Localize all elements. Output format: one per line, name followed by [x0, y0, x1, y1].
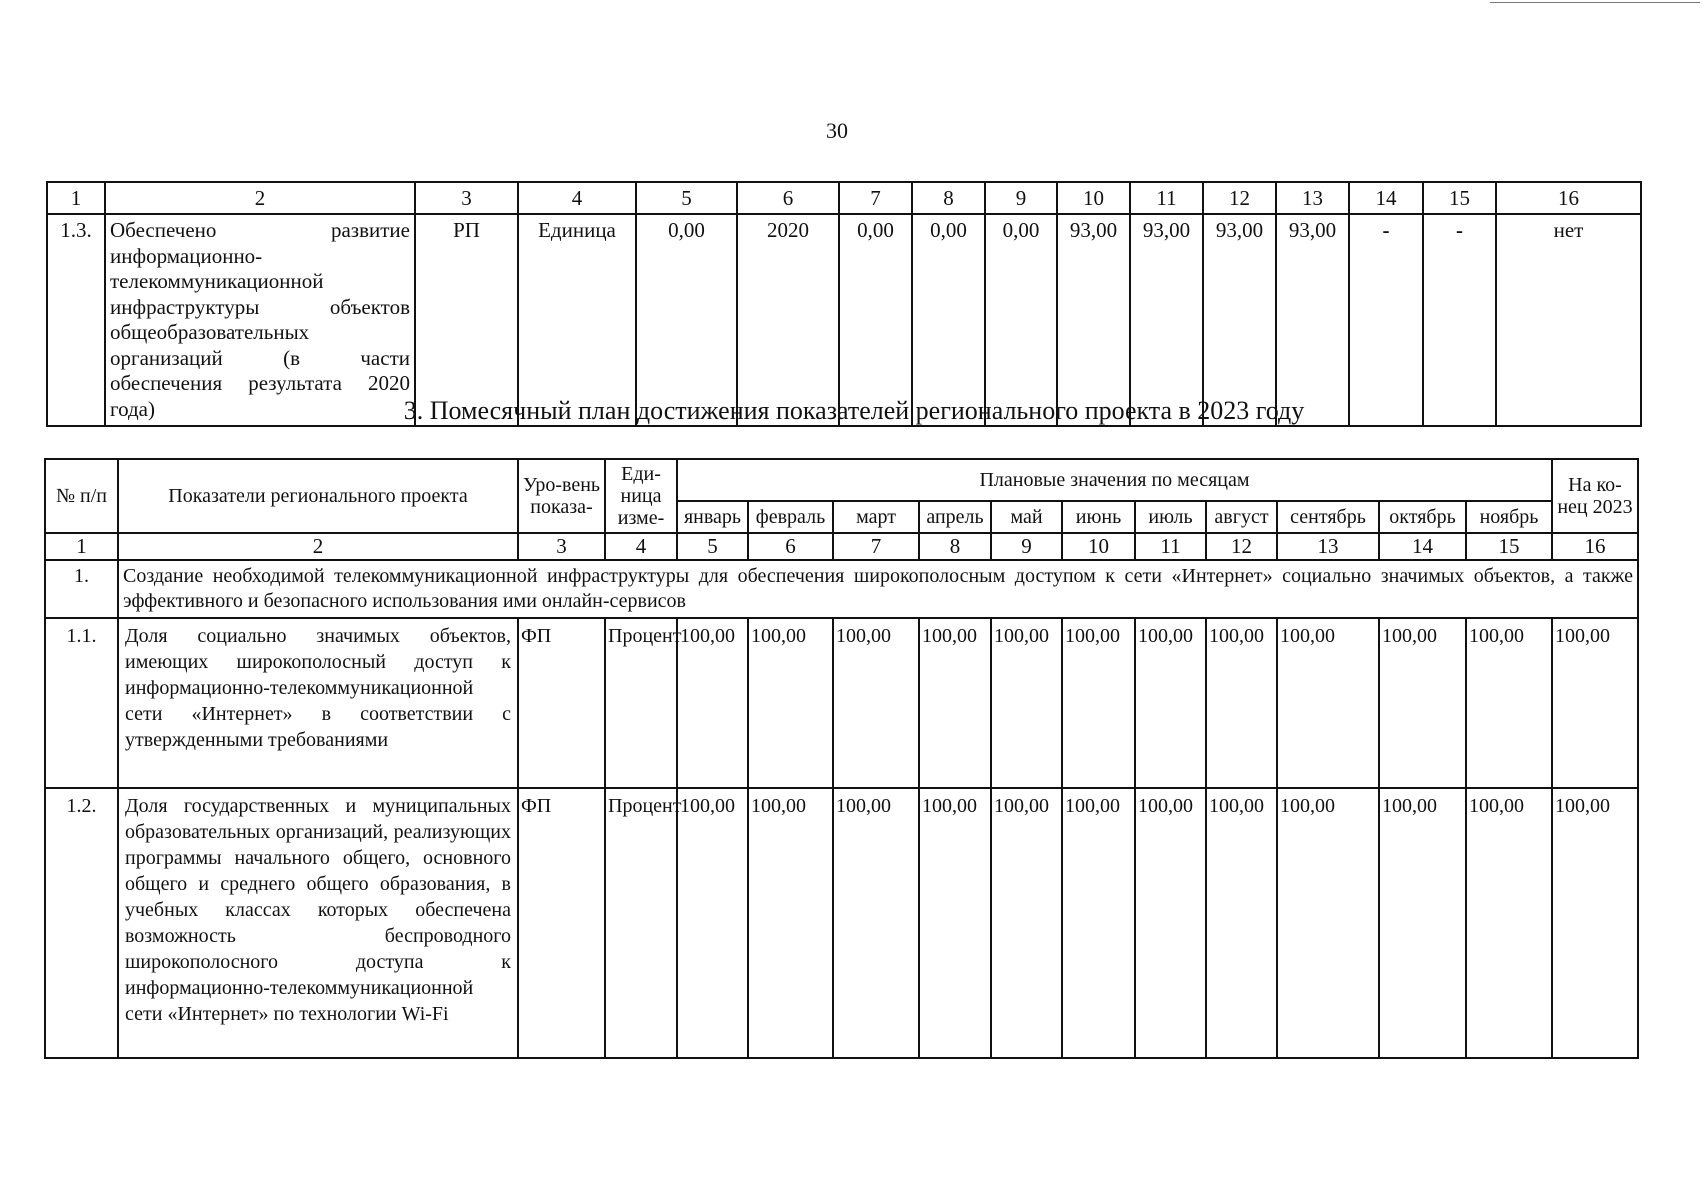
row-number: 1.1. — [45, 618, 118, 788]
indicator-table-continued — [46, 181, 1642, 427]
value-cell: 93,00 — [1057, 214, 1130, 426]
indicator-description: Обеспечено развитие информационно-телекоммуникационной инфраструктуры объектов общеобразовательных организаций (в части обеспечения результата 2020 года) — [105, 214, 415, 426]
row-number: 1.3. — [47, 214, 105, 426]
month-header: октябрь — [1379, 501, 1466, 533]
col-num: 2 — [105, 182, 415, 214]
col-num: 9 — [985, 182, 1057, 214]
col-num: 15 — [1423, 182, 1496, 214]
value-cell: 100,00 — [833, 788, 919, 1058]
col-num: 4 — [518, 182, 636, 214]
value-cell: 100,00 — [1379, 618, 1466, 788]
value-cell: 100,00 — [919, 788, 991, 1058]
row-number: 1.2. — [45, 788, 118, 1058]
value-cell: 0,00 — [985, 214, 1057, 426]
value-cell: 100,00 — [1552, 618, 1638, 788]
header-end: На ко-нец 2023 — [1552, 459, 1638, 533]
col-num: 8 — [912, 182, 985, 214]
col-num: 13 — [1276, 182, 1349, 214]
col-num: 11 — [1135, 533, 1206, 560]
value-cell: 100,00 — [1379, 788, 1466, 1058]
col-num: 11 — [1130, 182, 1203, 214]
value-cell: 100,00 — [1062, 788, 1135, 1058]
page-number: 30 — [826, 118, 848, 143]
col-num: 7 — [839, 182, 912, 214]
col-num: 14 — [1379, 533, 1466, 560]
value-cell: 100,00 — [1135, 788, 1206, 1058]
table-row — [45, 618, 1638, 788]
col-num: 1 — [45, 533, 118, 560]
section-row — [45, 560, 1638, 618]
value-cell: 100,00 — [1206, 788, 1277, 1058]
value-cell: 93,00 — [1130, 214, 1203, 426]
col-num: 3 — [415, 182, 518, 214]
value-cell: 0,00 — [912, 214, 985, 426]
value-cell: 100,00 — [919, 618, 991, 788]
col-num: 5 — [636, 182, 737, 214]
month-header: январь — [677, 501, 748, 533]
value-cell: 100,00 — [991, 618, 1062, 788]
header-planned: Плановые значения по месяцам — [677, 459, 1552, 501]
value-cell: 100,00 — [1062, 618, 1135, 788]
header-num: № п/п — [45, 459, 118, 533]
value-cell: 100,00 — [677, 618, 748, 788]
column-number-row — [47, 182, 1641, 214]
col-num: 1 — [47, 182, 105, 214]
month-header: июнь — [1062, 501, 1135, 533]
col-num: 12 — [1203, 182, 1276, 214]
value-cell: 100,00 — [991, 788, 1062, 1058]
header-level: Уро-вень показа- — [518, 459, 605, 533]
header-unit: Еди-ница изме- — [605, 459, 677, 533]
col-num: 5 — [677, 533, 748, 560]
monthly-plan-table — [44, 458, 1639, 1059]
level-cell: ФП — [518, 788, 605, 1058]
col-num: 14 — [1349, 182, 1423, 214]
col-num: 6 — [748, 533, 833, 560]
value-cell: 100,00 — [1277, 788, 1379, 1058]
col-num: 12 — [1206, 533, 1277, 560]
col-num: 15 — [1466, 533, 1552, 560]
section-number: 1. — [45, 560, 118, 618]
level-cell: РП — [415, 214, 518, 426]
month-header: ноябрь — [1466, 501, 1552, 533]
section-title: 3. Помесячный план достижения показателей регионального проекта в 2023 году — [403, 396, 1305, 425]
header-indicator: Показатели регионального проекта — [118, 459, 518, 533]
month-header: август — [1206, 501, 1277, 533]
value-cell: - — [1423, 214, 1496, 426]
corner-rule — [1490, 2, 1700, 3]
base-year-cell: 2020 — [737, 214, 839, 426]
value-cell: нет — [1496, 214, 1641, 426]
col-num: 13 — [1277, 533, 1379, 560]
level-cell: ФП — [518, 618, 605, 788]
col-num: 10 — [1062, 533, 1135, 560]
indicator-description: Доля социально значимых объектов, имеющих широкополосный доступ к информационно-телекоммуникационной сети «Интернет» в соответствии с утвержденными требованиями — [118, 618, 518, 788]
value-cell: 100,00 — [1466, 618, 1552, 788]
col-num: 9 — [991, 533, 1062, 560]
value-cell: 100,00 — [1206, 618, 1277, 788]
col-num: 16 — [1496, 182, 1641, 214]
section-text: Создание необходимой телекоммуникационной инфраструктуры для обеспечения широкополосным доступом к сети «Интернет» социально значимых объектов, а также эффективного и безопасного использования ими онлайн-сервисов — [118, 560, 1638, 618]
col-num: 10 — [1057, 182, 1130, 214]
header-row — [45, 459, 1638, 501]
month-header: май — [991, 501, 1062, 533]
column-number-row — [45, 533, 1638, 560]
base-value-cell: 0,00 — [636, 214, 737, 426]
table-row — [47, 214, 1641, 426]
value-cell: 100,00 — [1466, 788, 1552, 1058]
value-cell: 100,00 — [1277, 618, 1379, 788]
value-cell: 93,00 — [1203, 214, 1276, 426]
value-cell: - — [1349, 214, 1423, 426]
col-num: 6 — [737, 182, 839, 214]
col-num: 16 — [1552, 533, 1638, 560]
unit-cell: Процент — [605, 788, 677, 1058]
col-num: 2 — [118, 533, 518, 560]
value-cell: 93,00 — [1276, 214, 1349, 426]
unit-cell: Единица — [518, 214, 636, 426]
table-row — [45, 788, 1638, 1058]
value-cell: 100,00 — [748, 618, 833, 788]
month-header: март — [833, 501, 919, 533]
col-num: 7 — [833, 533, 919, 560]
unit-cell: Процент — [605, 618, 677, 788]
month-header: сентябрь — [1277, 501, 1379, 533]
value-cell: 0,00 — [839, 214, 912, 426]
month-header: июль — [1135, 501, 1206, 533]
value-cell: 100,00 — [1135, 618, 1206, 788]
value-cell: 100,00 — [1552, 788, 1638, 1058]
value-cell: 100,00 — [833, 618, 919, 788]
col-num: 4 — [605, 533, 677, 560]
value-cell: 100,00 — [677, 788, 748, 1058]
col-num: 8 — [919, 533, 991, 560]
month-header: апрель — [919, 501, 991, 533]
value-cell: 100,00 — [748, 788, 833, 1058]
indicator-description: Доля государственных и муниципальных образовательных организаций, реализующих программы начального общего, основного общего и среднего общего образования, в учебных классах которых обеспечена возможность беспроводного широкополосного доступа к информационно-телекоммуникационной сети «Интернет» по технологии Wi-Fi — [118, 788, 518, 1058]
col-num: 3 — [518, 533, 605, 560]
month-header: февраль — [748, 501, 833, 533]
